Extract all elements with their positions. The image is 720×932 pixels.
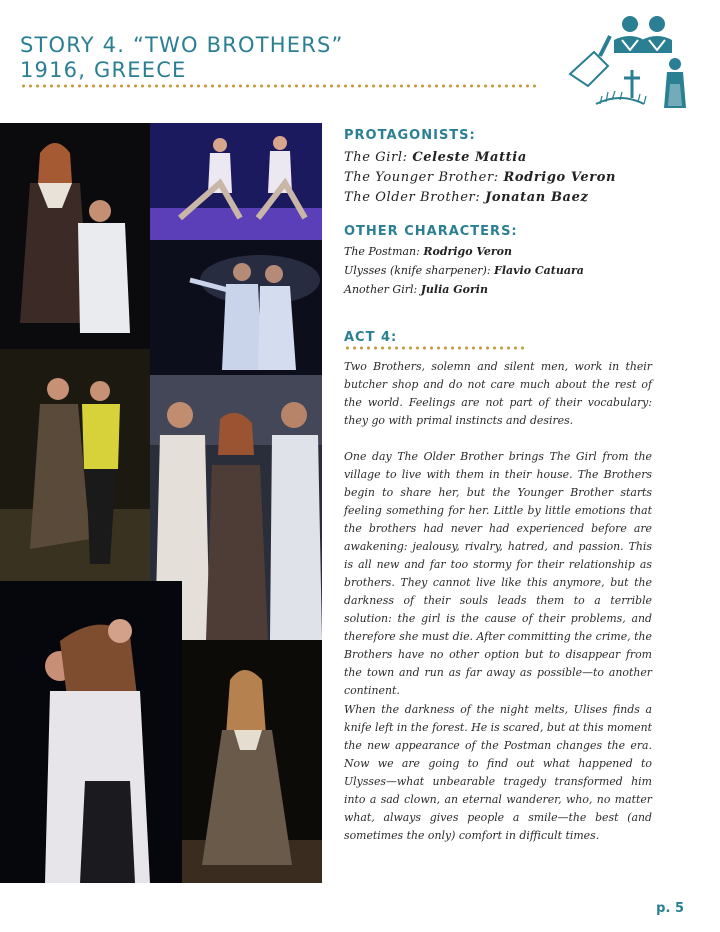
photo-two-in-shirts [150, 240, 322, 375]
act-paragraph-1: Two Brothers, solemn and silent men, work in their butcher shop and do not care much about the rest of the world. Feelings are not part of their vocabulary: they go with primal instincts and desires. [344, 360, 652, 427]
title-line-1: STORY 4. “TWO BROTHERS” [20, 33, 344, 57]
title-dotted-divider [20, 84, 540, 88]
role-label: The Younger Brother: [344, 170, 499, 185]
protagonists-heading: PROTAGONISTS: [344, 128, 476, 143]
character-postman [344, 245, 512, 258]
page-title [20, 33, 344, 83]
photo-kneeling-girl [182, 640, 322, 883]
act-paragraph-2: One day The Older Brother brings The Girl from the village to live with them in their house. The Brothers begin to share her, but the Younger Brother starts feeling something for her. Little by little emotions that the brothers had never had experienced before are awakening: jealousy, rivalry, hatred, and passion. This is all new and far too stormy for their relationship as brothers. They cannot live like this anymore, but the darkness of their souls leads them to a terrible solution: the girl is the cause of their problems, and therefore she must die. After committing the crime, the Brothers have no other option but to disappear from the town and run as far away as possible—to another continent. [344, 450, 652, 697]
protagonist-younger-brother [344, 170, 616, 185]
role-label: Another Girl: [344, 283, 418, 296]
actor-name: Flavio Catuara [494, 264, 584, 277]
title-line-2: 1916, GREECE [20, 58, 187, 82]
protagonist-girl [344, 150, 527, 165]
actor-name: Julia Gorin [420, 283, 488, 296]
role-label: Ulysses (knife sharpener): [344, 264, 491, 277]
act-heading: ACT 4: [344, 330, 398, 345]
page-number: p. 5 [656, 901, 684, 916]
other-characters-heading: OTHER CHARACTERS: [344, 224, 518, 239]
photo-embrace [0, 581, 182, 883]
actor-name: Rodrigo Veron [503, 170, 617, 185]
actor-name: Jonatan Baez [485, 190, 589, 205]
act-dotted-divider [344, 346, 526, 350]
role-label: The Older Brother: [344, 190, 481, 205]
protagonist-older-brother [344, 190, 588, 205]
character-another-girl [344, 283, 488, 296]
role-label: The Girl: [344, 150, 408, 165]
photo-dancers-blue-stage [150, 123, 322, 240]
butcher-family-icon [560, 12, 695, 120]
actor-name: Rodrigo Veron [423, 245, 513, 258]
act-paragraph-3: When the darkness of the night melts, Ulises finds a knife left in the forest. He is scared, but at this moment the new appearance of the Postman changes the era. Now we are going to find out what happened to Ulysses—what unbearable tragedy transformed him into a sad clown, an eternal wanderer, who, no matter what, always gives people a smile—the best (and sometimes the only) comfort in difficult times. [344, 703, 653, 842]
photo-girl-and-brother [0, 123, 150, 349]
actor-name: Celeste Mattia [412, 150, 527, 165]
role-label: The Postman: [344, 245, 420, 258]
photo-tango-couple [0, 349, 150, 581]
character-ulysses [344, 264, 584, 277]
